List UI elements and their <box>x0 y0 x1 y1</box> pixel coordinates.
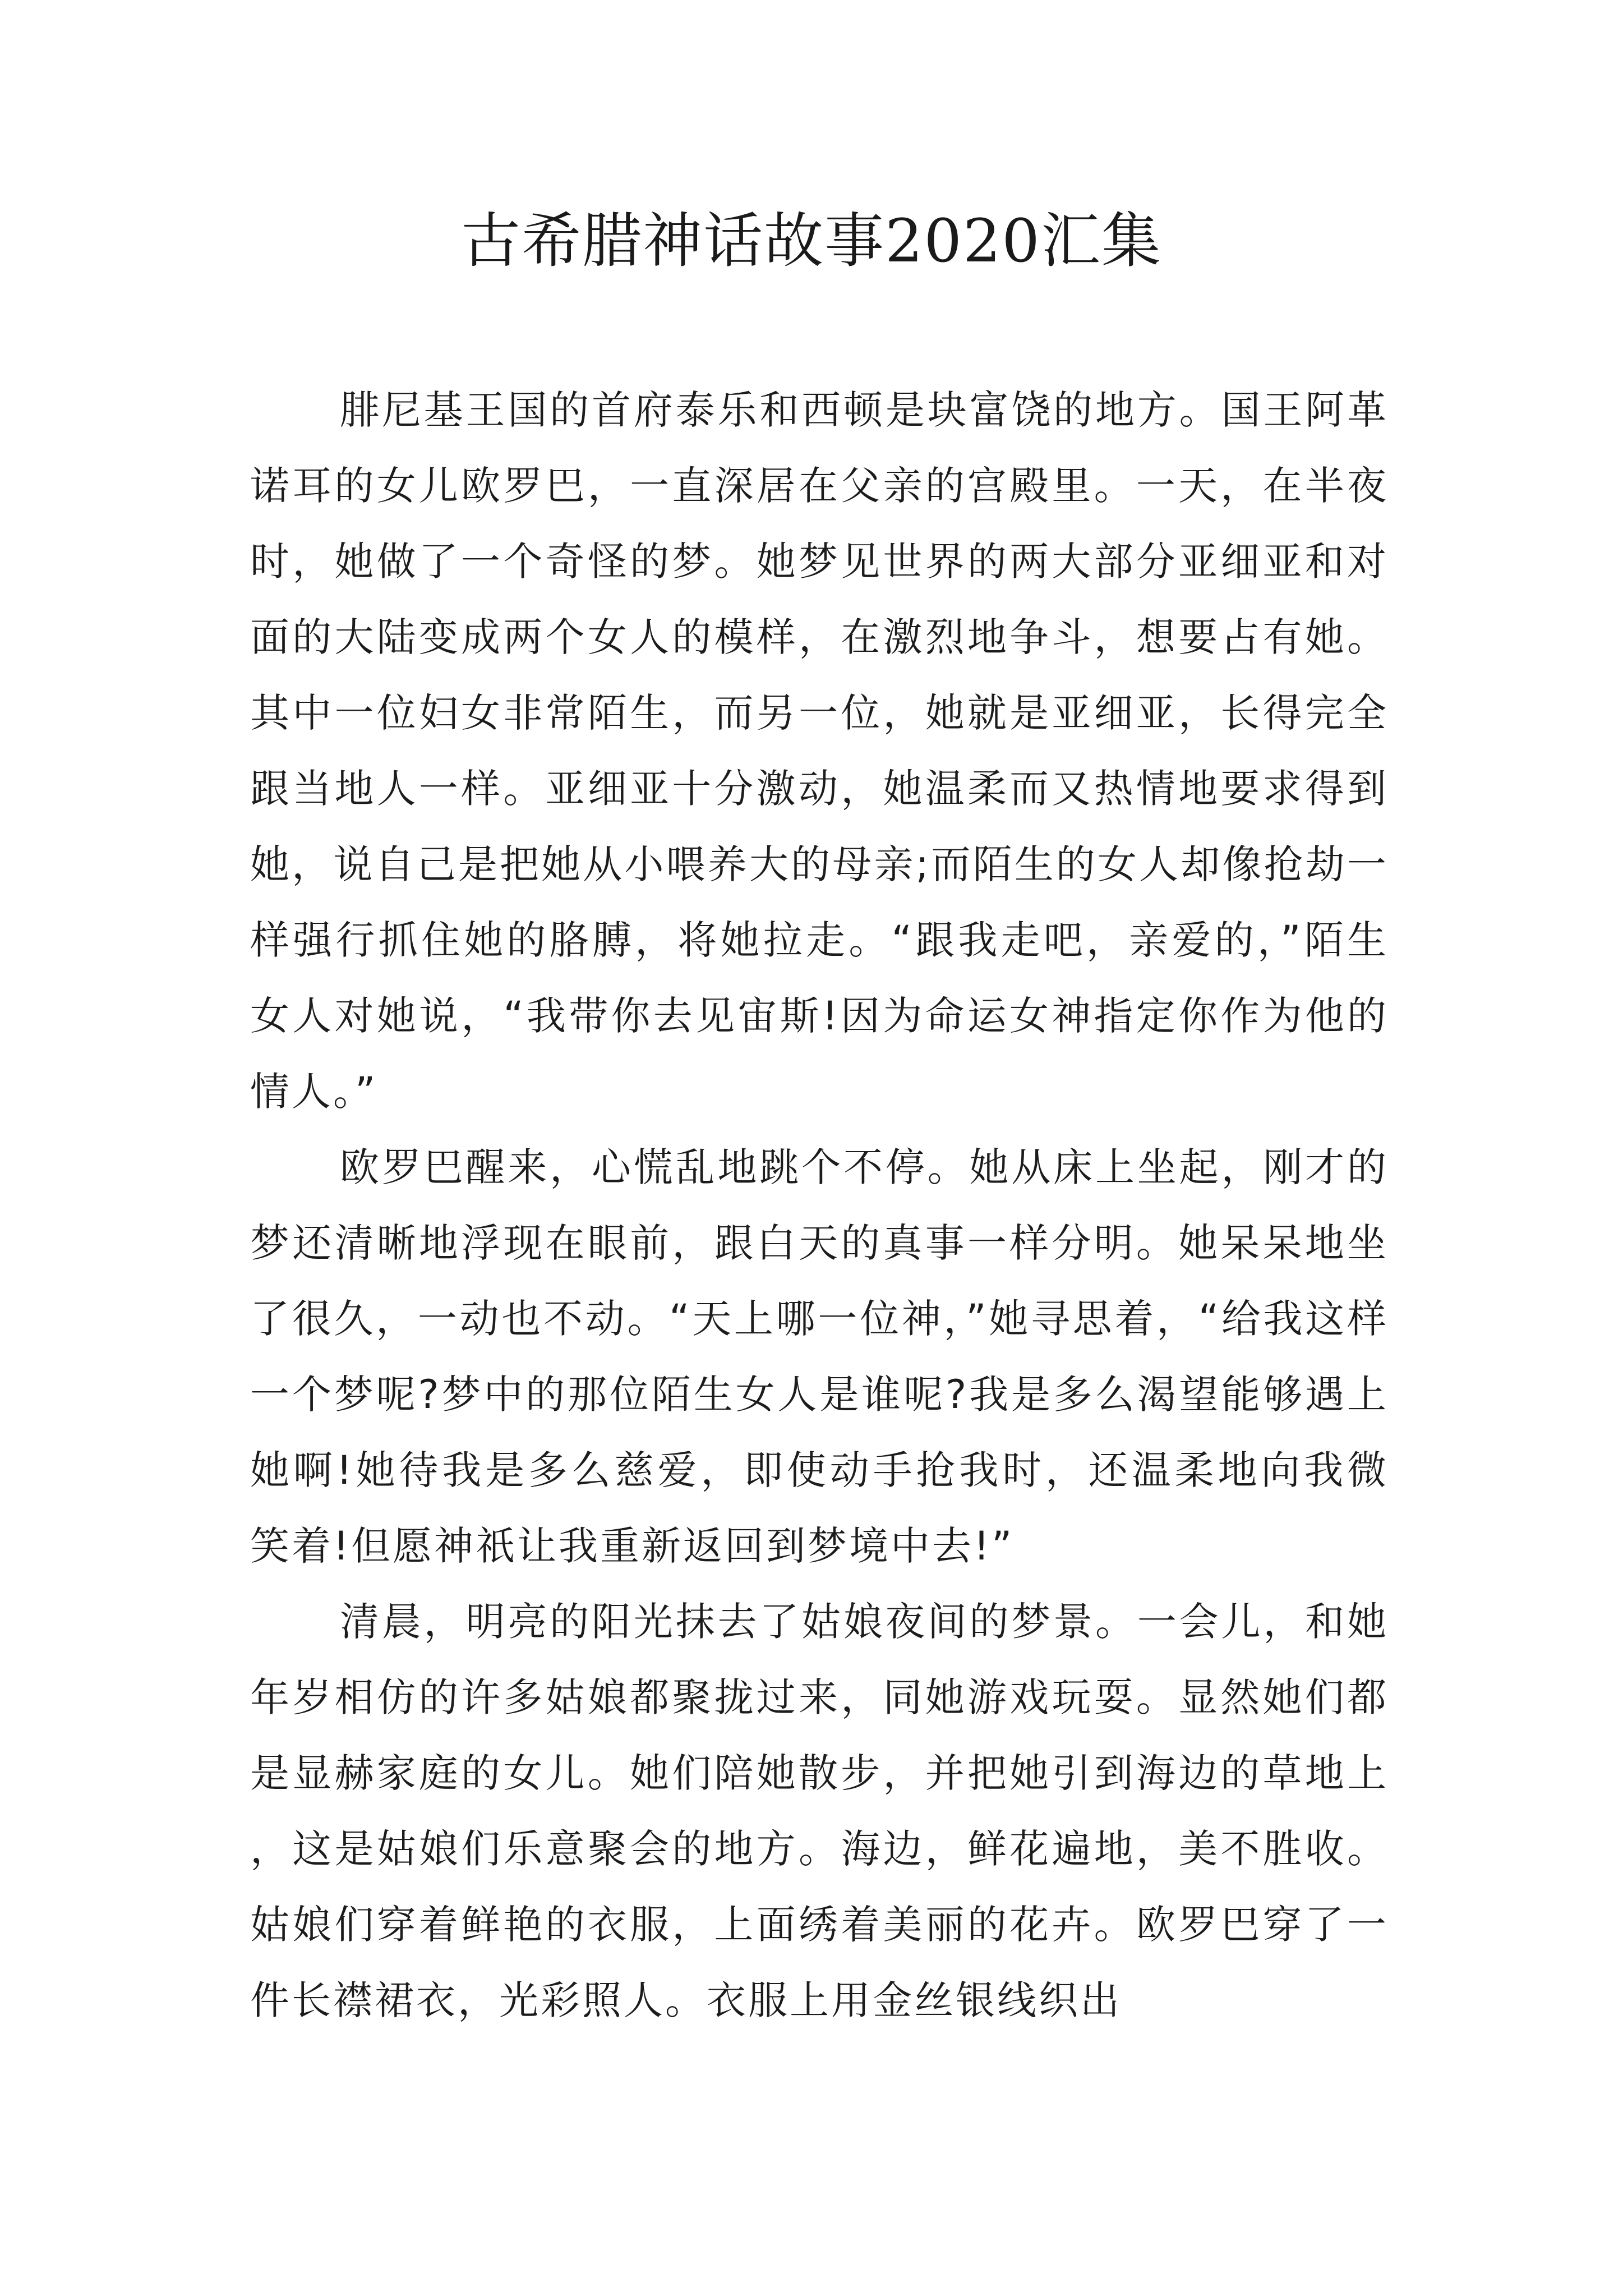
document-body <box>250 372 1389 2039</box>
paragraph-3: 清晨，明亮的阳光抹去了姑娘夜间的梦景。一会儿，和她年岁相仿的许多姑娘都聚拢过来，同她游戏玩耍。显然她们都是显赫家庭的女儿。她们陪她散步，并把她引到海边的草地上，这是姑娘们乐意聚会的地方。海边，鲜花遍地，美不胜收。姑娘们穿着鲜艳的衣服，上面绣着美丽的花卉。欧罗巴穿了一件长襟裙衣，光彩照人。衣服上用金丝银线织出 <box>250 1599 1389 2023</box>
document-title: 古希腊神话故事2020汇集 <box>461 206 1162 275</box>
paragraph-1: 腓尼基王国的首府泰乐和西顿是块富饶的地方。国王阿革诺耳的女儿欧罗巴，一直深居在父亲的宫殿里。一天，在半夜时，她做了一个奇怪的梦。她梦见世界的两大部分亚细亚和对面的大陆变成两个女人的模样，在激烈地争斗，想要占有她。其中一位妇女非常陌生，而另一位，她就是亚细亚，长得完全跟当地人一样。亚细亚十分激动，她温柔而又热情地要求得到她，说自己是把她从小喂养大的母亲;而陌生的女人却像抢劫一样强行抓住她的胳膊，将她拉走。“跟我走吧，亲爱的，”陌生女人对她说，“我带你去见宙斯!因为命运女神指定你作为他的情人。” <box>250 387 1389 1115</box>
paragraph-2: 欧罗巴醒来，心慌乱地跳个不停。她从床上坐起，刚才的梦还清晰地浮现在眼前，跟白天的真事一样分明。她呆呆地坐了很久，一动也不动。“天上哪一位神，”她寻思着，“给我这样一个梦呢?梦中的那位陌生女人是谁呢?我是多么渴望能够遇上她啊!她待我是多么慈爱，即使动手抢我时，还温柔地向我微笑着!但愿神祇让我重新返回到梦境中去!” <box>250 1144 1389 1569</box>
